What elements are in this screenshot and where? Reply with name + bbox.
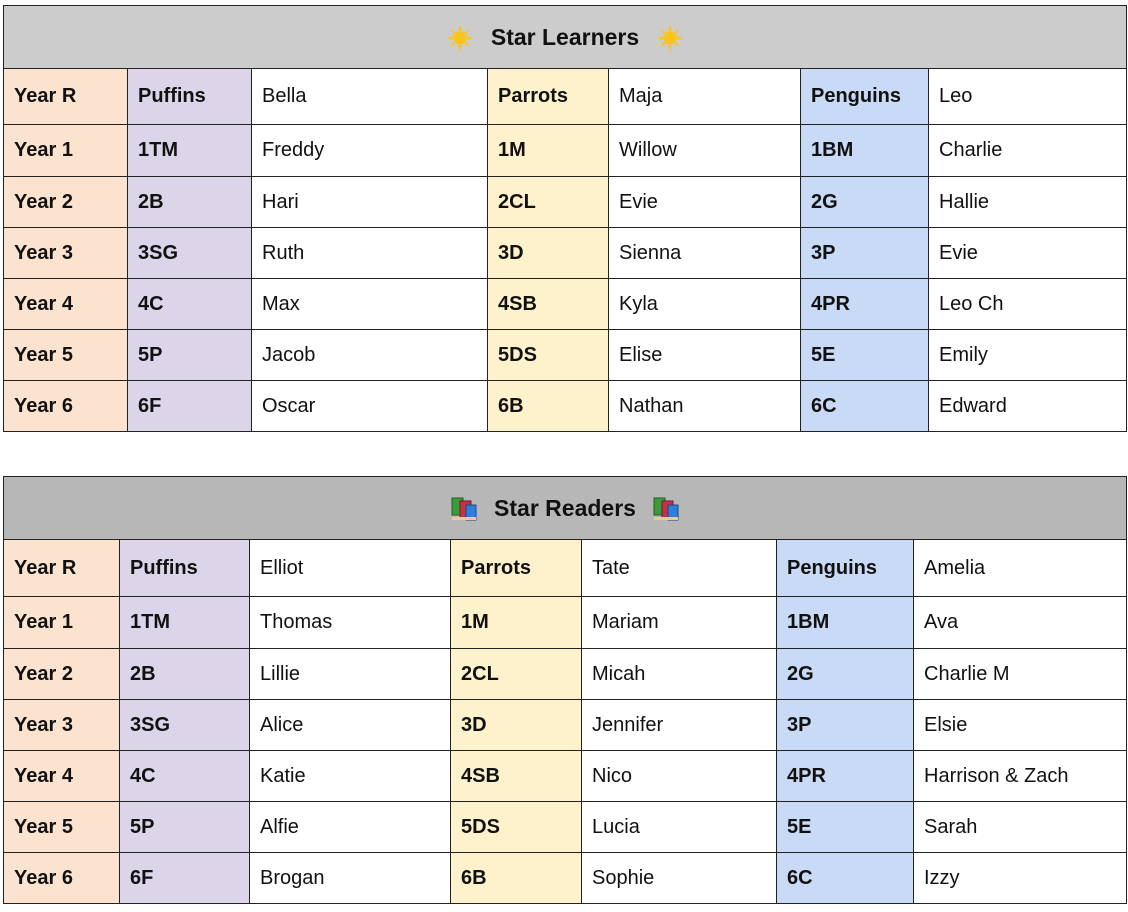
star-learners-title: Star Learners (490, 24, 640, 51)
parrots-name-cell: Mariam (582, 597, 777, 649)
puffins-class-cell: 6F (128, 381, 252, 432)
sun-icon (656, 25, 684, 51)
parrots-class-cell: Parrots (488, 69, 609, 125)
star-learners-table (3, 5, 1127, 432)
year-cell: Year 1 (4, 125, 128, 177)
parrots-class-cell: Parrots (451, 540, 582, 597)
table-row (4, 228, 1127, 279)
parrots-class-cell: 1M (451, 597, 582, 649)
puffins-name-cell: Lillie (250, 649, 451, 700)
penguins-name-cell: Emily (929, 330, 1127, 381)
table-row (4, 700, 1127, 751)
year-cell: Year 1 (4, 597, 120, 649)
puffins-class-cell: 6F (120, 853, 250, 904)
penguins-class-cell: 2G (777, 649, 914, 700)
table-row (4, 69, 1127, 125)
penguins-class-cell: Penguins (801, 69, 929, 125)
puffins-name-cell: Alice (250, 700, 451, 751)
parrots-name-cell: Lucia (582, 802, 777, 853)
table-row (4, 279, 1127, 330)
penguins-name-cell: Leo Ch (929, 279, 1127, 330)
parrots-name-cell: Kyla (609, 279, 801, 330)
year-cell: Year R (4, 540, 120, 597)
table-row (4, 597, 1127, 649)
puffins-class-cell: 2B (128, 177, 252, 228)
year-cell: Year 6 (4, 381, 128, 432)
parrots-class-cell: 3D (451, 700, 582, 751)
table-row (4, 330, 1127, 381)
puffins-name-cell: Freddy (252, 125, 488, 177)
year-cell: Year 4 (4, 279, 128, 330)
parrots-class-cell: 6B (488, 381, 609, 432)
parrots-class-cell: 2CL (451, 649, 582, 700)
penguins-name-cell: Harrison & Zach (914, 751, 1127, 802)
star-learners-title-cell (4, 6, 1127, 69)
books-icon (652, 496, 680, 522)
parrots-name-cell: Elise (609, 330, 801, 381)
parrots-name-cell: Evie (609, 177, 801, 228)
penguins-name-cell: Leo (929, 69, 1127, 125)
puffins-name-cell: Jacob (252, 330, 488, 381)
parrots-name-cell: Micah (582, 649, 777, 700)
table-row (4, 853, 1127, 904)
puffins-name-cell: Elliot (250, 540, 451, 597)
star-readers-title-cell (4, 477, 1127, 540)
puffins-name-cell: Brogan (250, 853, 451, 904)
puffins-class-cell: 1TM (128, 125, 252, 177)
puffins-class-cell: Puffins (120, 540, 250, 597)
parrots-name-cell: Nathan (609, 381, 801, 432)
parrots-class-cell: 2CL (488, 177, 609, 228)
parrots-class-cell: 5DS (451, 802, 582, 853)
parrots-class-cell: 4SB (451, 751, 582, 802)
year-cell: Year 3 (4, 228, 128, 279)
year-cell: Year 6 (4, 853, 120, 904)
puffins-class-cell: Puffins (128, 69, 252, 125)
parrots-class-cell: 6B (451, 853, 582, 904)
penguins-name-cell: Evie (929, 228, 1127, 279)
penguins-name-cell: Izzy (914, 853, 1127, 904)
books-icon (450, 496, 478, 522)
penguins-name-cell: Hallie (929, 177, 1127, 228)
puffins-name-cell: Thomas (250, 597, 451, 649)
penguins-class-cell: 2G (801, 177, 929, 228)
year-cell: Year 5 (4, 330, 128, 381)
penguins-name-cell: Ava (914, 597, 1127, 649)
penguins-name-cell: Charlie M (914, 649, 1127, 700)
parrots-name-cell: Sophie (582, 853, 777, 904)
penguins-class-cell: 3P (801, 228, 929, 279)
table-row (4, 125, 1127, 177)
puffins-class-cell: 1TM (120, 597, 250, 649)
year-cell: Year 5 (4, 802, 120, 853)
puffins-class-cell: 3SG (120, 700, 250, 751)
penguins-name-cell: Amelia (914, 540, 1127, 597)
parrots-name-cell: Sienna (609, 228, 801, 279)
penguins-class-cell: 1BM (801, 125, 929, 177)
parrots-name-cell: Tate (582, 540, 777, 597)
penguins-class-cell: 6C (777, 853, 914, 904)
penguins-name-cell: Charlie (929, 125, 1127, 177)
penguins-name-cell: Sarah (914, 802, 1127, 853)
puffins-class-cell: 4C (128, 279, 252, 330)
penguins-class-cell: Penguins (777, 540, 914, 597)
puffins-class-cell: 2B (120, 649, 250, 700)
sun-icon (446, 25, 474, 51)
parrots-name-cell: Willow (609, 125, 801, 177)
parrots-class-cell: 5DS (488, 330, 609, 381)
puffins-class-cell: 3SG (128, 228, 252, 279)
year-cell: Year 4 (4, 751, 120, 802)
penguins-class-cell: 4PR (777, 751, 914, 802)
puffins-name-cell: Bella (252, 69, 488, 125)
table-row (4, 649, 1127, 700)
parrots-class-cell: 1M (488, 125, 609, 177)
puffins-name-cell: Oscar (252, 381, 488, 432)
parrots-name-cell: Nico (582, 751, 777, 802)
year-cell: Year R (4, 69, 128, 125)
penguins-class-cell: 5E (801, 330, 929, 381)
parrots-name-cell: Maja (609, 69, 801, 125)
year-cell: Year 2 (4, 177, 128, 228)
puffins-name-cell: Alfie (250, 802, 451, 853)
table-row (4, 540, 1127, 597)
year-cell: Year 3 (4, 700, 120, 751)
penguins-class-cell: 4PR (801, 279, 929, 330)
puffins-class-cell: 5P (120, 802, 250, 853)
parrots-class-cell: 4SB (488, 279, 609, 330)
parrots-name-cell: Jennifer (582, 700, 777, 751)
table-row (4, 751, 1127, 802)
table-row (4, 802, 1127, 853)
penguins-name-cell: Edward (929, 381, 1127, 432)
puffins-class-cell: 4C (120, 751, 250, 802)
puffins-name-cell: Ruth (252, 228, 488, 279)
puffins-name-cell: Hari (252, 177, 488, 228)
star-readers-table (3, 476, 1127, 904)
star-readers-title: Star Readers (494, 495, 636, 522)
puffins-name-cell: Max (252, 279, 488, 330)
penguins-class-cell: 3P (777, 700, 914, 751)
table-row (4, 177, 1127, 228)
parrots-class-cell: 3D (488, 228, 609, 279)
penguins-class-cell: 6C (801, 381, 929, 432)
table-row (4, 381, 1127, 432)
puffins-name-cell: Katie (250, 751, 451, 802)
puffins-class-cell: 5P (128, 330, 252, 381)
penguins-class-cell: 5E (777, 802, 914, 853)
penguins-name-cell: Elsie (914, 700, 1127, 751)
penguins-class-cell: 1BM (777, 597, 914, 649)
year-cell: Year 2 (4, 649, 120, 700)
